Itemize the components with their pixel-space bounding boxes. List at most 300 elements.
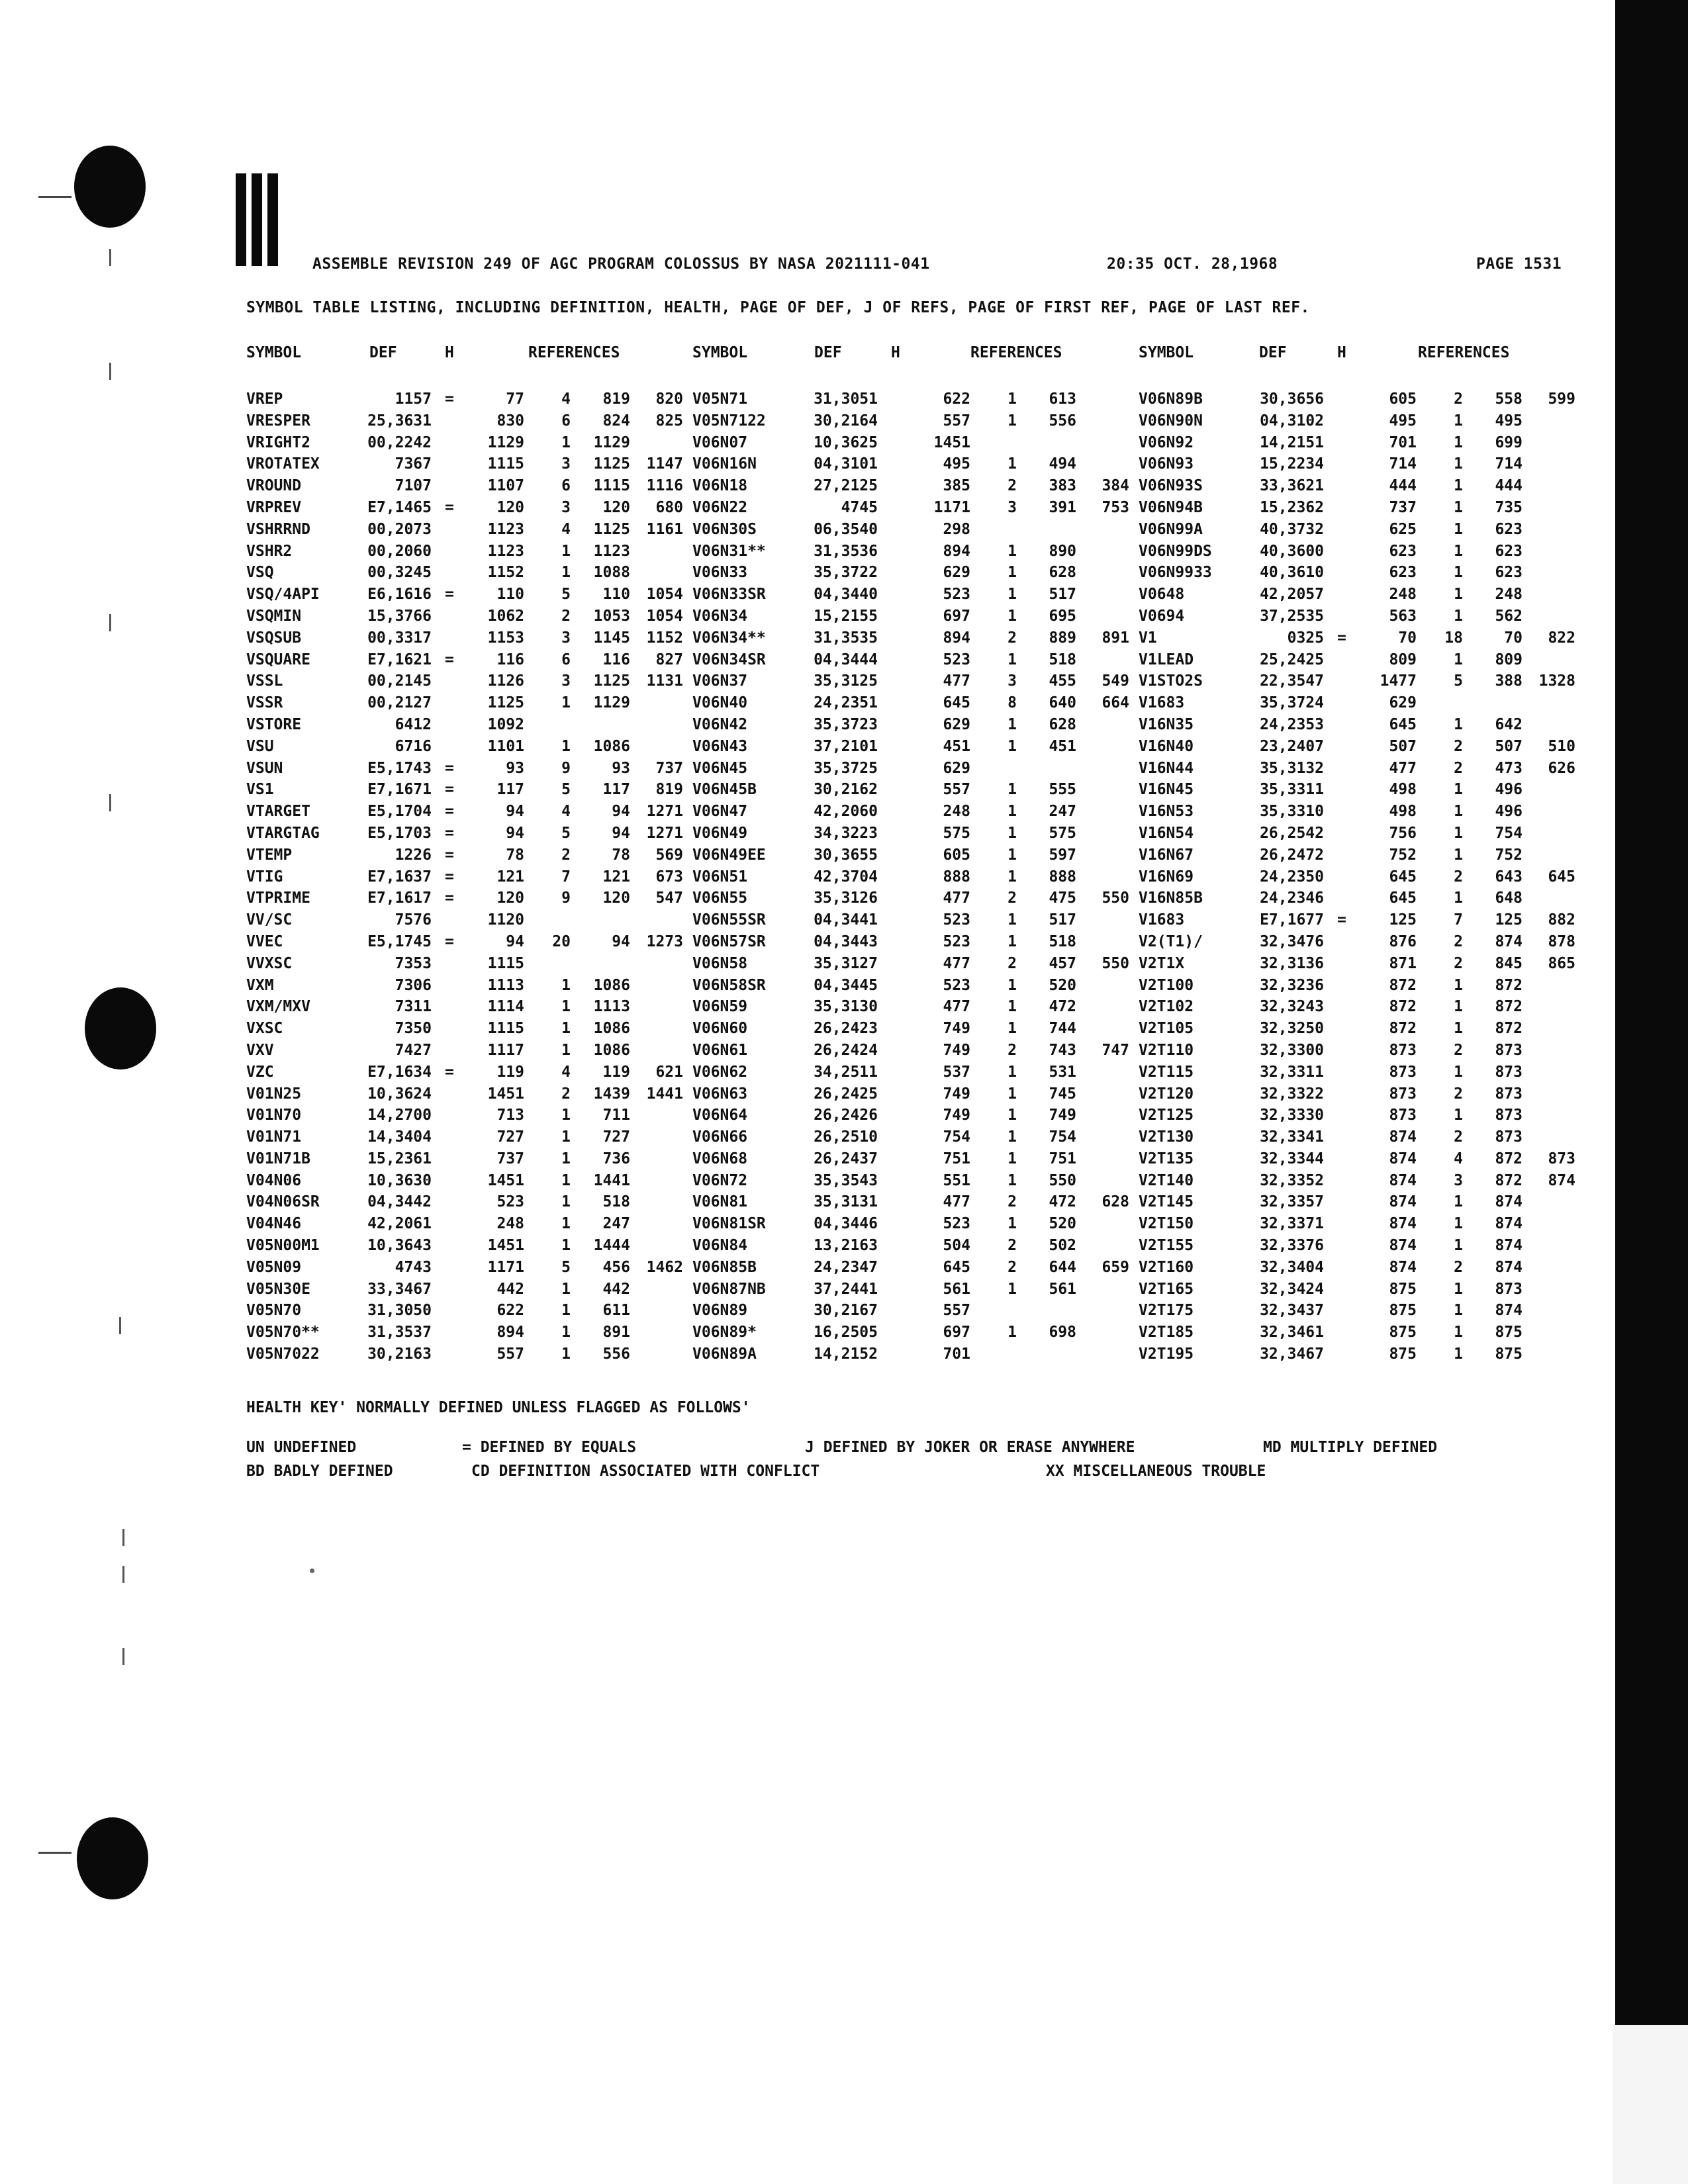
ref-count-cell: 6 — [561, 412, 571, 430]
table-row — [1139, 933, 1602, 955]
def-cell: 32,3424 — [1260, 1280, 1324, 1298]
def-page-cell: 875 — [1389, 1345, 1417, 1363]
ref-count-cell: 1 — [1008, 976, 1017, 994]
table-row — [1139, 760, 1602, 782]
symbol-column-2 — [692, 390, 1132, 1367]
table-row — [246, 1172, 686, 1194]
def-cell: 37,2441 — [814, 1280, 878, 1298]
ref-count-cell: 1 — [1008, 455, 1017, 473]
header-h: H — [1337, 344, 1346, 361]
first-ref-cell: 744 — [1049, 1020, 1076, 1038]
ref-count-cell: 5 — [561, 781, 571, 799]
last-ref-cell: 820 — [655, 390, 683, 408]
def-page-cell: 701 — [1389, 433, 1417, 451]
symbol-cell: VS1 — [246, 781, 274, 799]
table-row — [692, 716, 1132, 738]
ref-count-cell: 1 — [1008, 1324, 1017, 1342]
table-row — [692, 911, 1132, 933]
def-cell: 04,3101 — [814, 455, 878, 473]
ref-count-cell: 1 — [1454, 477, 1463, 495]
def-cell: 15,2362 — [1260, 498, 1324, 516]
def-page-cell: 727 — [496, 1128, 524, 1146]
symbol-cell: V16N44 — [1139, 759, 1194, 777]
symbol-cell: V2T120 — [1139, 1085, 1194, 1103]
last-ref-cell: 510 — [1548, 737, 1575, 755]
scan-edge-strip — [1613, 2025, 1688, 2184]
symbol-cell: V16N35 — [1139, 715, 1194, 733]
table-row — [692, 803, 1132, 825]
def-page-cell: 1101 — [487, 737, 524, 755]
table-row — [246, 412, 686, 434]
first-ref-cell: 247 — [602, 1215, 630, 1233]
table-row — [692, 499, 1132, 521]
symbol-cell: VVXSC — [246, 954, 293, 972]
ref-count-cell: 9 — [561, 759, 571, 777]
ref-count-cell: 4 — [561, 1063, 571, 1081]
legend-badly: BD BADLY DEFINED — [246, 1463, 393, 1480]
ref-count-cell: 1 — [561, 542, 571, 560]
health-cell: = — [1337, 911, 1346, 929]
def-cell: 34,3223 — [814, 824, 878, 842]
def-cell: E7,1677 — [1260, 911, 1324, 929]
last-ref-cell: 680 — [655, 498, 683, 516]
table-row — [1139, 564, 1602, 586]
table-row — [246, 434, 686, 456]
def-cell: 7353 — [395, 954, 432, 972]
scan-edge-band — [1615, 0, 1688, 2025]
def-cell: 30,2162 — [814, 781, 878, 799]
ref-count-cell: 5 — [1454, 672, 1463, 690]
first-ref-cell: 451 — [1049, 737, 1076, 755]
first-ref-cell: 1086 — [593, 1041, 630, 1059]
ref-count-cell: 1 — [1454, 1107, 1463, 1124]
first-ref-cell: 648 — [1495, 889, 1523, 907]
table-row — [246, 672, 686, 694]
def-page-cell: 385 — [943, 477, 970, 495]
last-ref-cell: 737 — [655, 759, 683, 777]
ref-count-cell: 1 — [1008, 1280, 1017, 1298]
health-cell: = — [445, 933, 454, 950]
table-row — [1139, 521, 1602, 543]
scan-mark — [109, 249, 111, 266]
ref-count-cell: 1 — [1008, 564, 1017, 582]
def-page-cell: 94 — [506, 824, 524, 842]
last-ref-cell: 1152 — [646, 629, 683, 647]
def-cell: 35,3723 — [814, 715, 878, 733]
first-ref-cell: 1125 — [593, 672, 630, 690]
def-page-cell: 125 — [1389, 911, 1417, 929]
table-row — [692, 564, 1132, 586]
first-ref-cell: 494 — [1049, 455, 1076, 473]
def-page-cell: 645 — [1389, 715, 1417, 733]
ref-count-cell: 2 — [561, 1085, 571, 1103]
ref-count-cell: 1 — [1454, 1280, 1463, 1298]
def-cell: 10,3643 — [367, 1237, 432, 1255]
ref-count-cell: 5 — [561, 824, 571, 842]
symbol-cell: VTARGET — [246, 803, 310, 821]
first-ref-cell: 873 — [1495, 1085, 1523, 1103]
table-row — [692, 1259, 1132, 1281]
def-page-cell: 1171 — [933, 498, 970, 516]
first-ref-cell: 456 — [602, 1258, 630, 1276]
legend-equals: = DEFINED BY EQUALS — [462, 1439, 637, 1456]
def-page-cell: 629 — [943, 759, 970, 777]
symbol-cell: V06N22 — [692, 498, 748, 516]
last-ref-cell: 549 — [1102, 672, 1129, 690]
health-cell: = — [445, 889, 454, 907]
last-ref-cell: 822 — [1548, 629, 1575, 647]
def-page-cell: 1115 — [487, 1020, 524, 1038]
def-page-cell: 1062 — [487, 607, 524, 625]
ref-count-cell: 1 — [561, 1041, 571, 1059]
def-cell: 40,3610 — [1260, 564, 1324, 582]
ref-count-cell: 1 — [1454, 520, 1463, 538]
first-ref-cell: 736 — [602, 1150, 630, 1167]
last-ref-cell: 1462 — [646, 1258, 683, 1276]
def-page-cell: 629 — [1389, 694, 1417, 712]
ref-count-cell: 2 — [1454, 868, 1463, 886]
last-ref-cell: 1147 — [646, 455, 683, 473]
last-ref-cell: 550 — [1102, 954, 1129, 972]
last-ref-cell: 384 — [1102, 477, 1129, 495]
scan-mark — [122, 1566, 124, 1583]
page-number: PAGE 1531 — [1476, 255, 1562, 273]
def-page-cell: 874 — [1389, 1193, 1417, 1211]
table-row — [246, 1150, 686, 1172]
def-page-cell: 557 — [943, 781, 970, 799]
first-ref-cell: 819 — [602, 390, 630, 408]
first-ref-cell: 714 — [1495, 455, 1523, 473]
symbol-cell: V05N00M1 — [246, 1237, 320, 1255]
def-page-cell: 116 — [496, 651, 524, 668]
def-page-cell: 451 — [943, 737, 970, 755]
def-page-cell: 70 — [1398, 629, 1417, 647]
def-cell: 04,3444 — [814, 651, 878, 668]
table-row — [692, 543, 1132, 565]
ref-count-cell: 2 — [1454, 1085, 1463, 1103]
header-def: DEF — [814, 344, 842, 361]
last-ref-cell: 1116 — [646, 477, 683, 495]
first-ref-cell: 518 — [1049, 651, 1076, 668]
symbol-cell: V06N62 — [692, 1063, 748, 1081]
def-page-cell: 873 — [1389, 1041, 1417, 1059]
def-cell: 25,3631 — [367, 412, 432, 430]
ref-count-cell: 1 — [1454, 715, 1463, 733]
ref-count-cell: 20 — [552, 933, 571, 950]
def-cell: 7311 — [395, 998, 432, 1016]
ref-count-cell: 2 — [1454, 1128, 1463, 1146]
first-ref-cell: 1441 — [593, 1171, 630, 1189]
first-ref-cell: 891 — [602, 1324, 630, 1342]
def-page-cell: 874 — [1389, 1237, 1417, 1255]
def-cell: 32,3236 — [1260, 976, 1324, 994]
def-cell: 27,2125 — [814, 477, 878, 495]
def-cell: 37,2101 — [814, 737, 878, 755]
symbol-cell: V16N45 — [1139, 781, 1194, 799]
first-ref-cell: 1129 — [593, 433, 630, 451]
def-page-cell: 751 — [943, 1150, 970, 1167]
def-cell: E7,1634 — [367, 1063, 432, 1081]
def-page-cell: 537 — [943, 1063, 970, 1081]
symbol-cell: V2T175 — [1139, 1302, 1194, 1320]
first-ref-cell: 1444 — [593, 1237, 630, 1255]
table-row — [692, 651, 1132, 673]
first-ref-cell: 890 — [1049, 542, 1076, 560]
symbol-cell: V16N54 — [1139, 824, 1194, 842]
first-ref-cell: 824 — [602, 412, 630, 430]
symbol-cell: V2T130 — [1139, 1128, 1194, 1146]
symbol-cell: VSU — [246, 737, 274, 755]
symbol-cell: V2T135 — [1139, 1150, 1194, 1167]
last-ref-cell: 659 — [1102, 1258, 1129, 1276]
def-cell: 10,3630 — [367, 1171, 432, 1189]
first-ref-cell: 94 — [612, 824, 630, 842]
first-ref-cell: 455 — [1049, 672, 1076, 690]
first-ref-cell: 248 — [1495, 586, 1523, 604]
symbol-cell: V06N85B — [692, 1258, 757, 1276]
def-cell: 35,3132 — [1260, 759, 1324, 777]
def-cell: 10,3625 — [814, 433, 878, 451]
def-page-cell: 871 — [1389, 954, 1417, 972]
ref-count-cell: 1 — [1008, 1150, 1017, 1167]
first-ref-cell: 745 — [1049, 1085, 1076, 1103]
table-row — [1139, 1237, 1602, 1259]
symbol-cell: VROUND — [246, 477, 302, 495]
table-row — [1139, 1020, 1602, 1042]
health-cell: = — [445, 390, 454, 408]
symbol-cell: V06N55SR — [692, 911, 766, 929]
table-row — [1139, 608, 1602, 629]
def-cell: 00,2145 — [367, 672, 432, 690]
first-ref-cell: 640 — [1049, 694, 1076, 712]
def-page-cell: 1129 — [487, 433, 524, 451]
symbol-cell: V16N53 — [1139, 803, 1194, 821]
first-ref-cell: 1053 — [593, 607, 630, 625]
first-ref-cell: 699 — [1495, 433, 1523, 451]
table-row — [246, 390, 686, 412]
symbol-cell: VREP — [246, 390, 283, 408]
ref-count-cell: 1 — [1454, 586, 1463, 604]
def-cell: 7367 — [395, 455, 432, 473]
symbol-cell: V06N33SR — [692, 586, 766, 604]
def-page-cell: 873 — [1389, 1063, 1417, 1081]
def-page-cell: 498 — [1389, 781, 1417, 799]
table-row — [1139, 390, 1602, 412]
def-cell: 31,3535 — [814, 629, 878, 647]
table-row — [246, 955, 686, 977]
first-ref-cell: 613 — [1049, 390, 1076, 408]
ref-count-cell: 1 — [561, 1128, 571, 1146]
health-cell: = — [1337, 629, 1346, 647]
symbol-cell: V06N81 — [692, 1193, 748, 1211]
table-row — [1139, 738, 1602, 760]
first-ref-cell: 442 — [602, 1280, 630, 1298]
table-row — [1139, 1324, 1602, 1345]
def-cell: 04,3441 — [814, 911, 878, 929]
def-cell: 13,2163 — [814, 1237, 878, 1255]
ref-count-cell: 1 — [1008, 412, 1017, 430]
last-ref-cell: 874 — [1548, 1171, 1575, 1189]
first-ref-cell: 1123 — [593, 542, 630, 560]
ref-count-cell: 1 — [1454, 607, 1463, 625]
symbol-cell: V05N70** — [246, 1324, 320, 1342]
def-page-cell: 119 — [496, 1063, 524, 1081]
def-page-cell: 1477 — [1380, 672, 1417, 690]
health-key-line: HEALTH KEY' NORMALLY DEFINED UNLESS FLAGGED AS FOLLOWS' — [246, 1399, 751, 1416]
def-page-cell: 809 — [1389, 651, 1417, 668]
symbol-cell: V2T102 — [1139, 998, 1194, 1016]
symbol-cell: V01N71B — [246, 1150, 310, 1167]
symbol-cell: V2T1X — [1139, 954, 1185, 972]
ref-count-cell: 1 — [1454, 846, 1463, 864]
ref-count-cell: 3 — [1008, 672, 1017, 690]
subtitle: SYMBOL TABLE LISTING, INCLUDING DEFINITION, HEALTH, PAGE OF DEF, J OF REFS, PAGE OF FIRST REF, PAGE OF LAST REF. — [246, 299, 1310, 316]
symbol-cell: V2T145 — [1139, 1193, 1194, 1211]
first-ref-cell: 517 — [1049, 911, 1076, 929]
def-cell: 30,2163 — [367, 1345, 432, 1363]
def-page-cell: 645 — [943, 1258, 970, 1276]
last-ref-cell: 825 — [655, 412, 683, 430]
table-row — [246, 629, 686, 651]
first-ref-cell: 611 — [602, 1302, 630, 1320]
def-page-cell: 629 — [943, 715, 970, 733]
first-ref-cell: 472 — [1049, 1193, 1076, 1211]
def-page-cell: 625 — [1389, 520, 1417, 538]
ref-count-cell: 2 — [1008, 1041, 1017, 1059]
symbol-cell: V04N06SR — [246, 1193, 320, 1211]
ref-count-cell: 1 — [1008, 1063, 1017, 1081]
def-cell: 33,3467 — [367, 1280, 432, 1298]
first-ref-cell: 562 — [1495, 607, 1523, 625]
symbol-cell: V06N34SR — [692, 651, 766, 668]
def-page-cell: 523 — [943, 911, 970, 929]
def-cell: 35,3127 — [814, 954, 878, 972]
last-ref-cell: 1441 — [646, 1085, 683, 1103]
def-page-cell: 561 — [943, 1280, 970, 1298]
def-page-cell: 875 — [1389, 1302, 1417, 1320]
ref-count-cell: 1 — [561, 1193, 571, 1211]
def-cell: 15,2234 — [1260, 455, 1324, 473]
ref-count-cell: 1 — [1008, 803, 1017, 821]
first-ref-cell: 735 — [1495, 498, 1523, 516]
last-ref-cell: 747 — [1102, 1041, 1129, 1059]
table-row — [692, 781, 1132, 803]
scan-mark — [119, 1317, 121, 1334]
symbol-cell: V2T110 — [1139, 1041, 1194, 1059]
def-cell: 32,3250 — [1260, 1020, 1324, 1038]
last-ref-cell: 1161 — [646, 520, 683, 538]
def-cell: 1226 — [395, 846, 432, 864]
symbol-cell: V1STO2S — [1139, 672, 1203, 690]
def-page-cell: 120 — [496, 498, 524, 516]
def-page-cell: 701 — [943, 1345, 970, 1363]
table-row — [692, 1064, 1132, 1085]
header-symbol: SYMBOL — [692, 344, 748, 361]
def-page-cell: 749 — [943, 1041, 970, 1059]
first-ref-cell: 874 — [1495, 1258, 1523, 1276]
def-cell: 04,3445 — [814, 976, 878, 994]
ref-count-cell: 18 — [1444, 629, 1463, 647]
def-cell: 31,3537 — [367, 1324, 432, 1342]
first-ref-cell: 873 — [1495, 1041, 1523, 1059]
def-cell: 31,3050 — [367, 1302, 432, 1320]
table-row — [246, 868, 686, 890]
symbol-cell: VTEMP — [246, 846, 293, 864]
ref-count-cell: 4 — [561, 520, 571, 538]
ref-count-cell: 1 — [1008, 1107, 1017, 1124]
def-cell: 32,3300 — [1260, 1041, 1324, 1059]
symbol-cell: V06N47 — [692, 803, 748, 821]
def-cell: 32,3344 — [1260, 1150, 1324, 1167]
symbol-cell: V06N49EE — [692, 846, 766, 864]
table-row — [1139, 1302, 1602, 1324]
table-row — [246, 651, 686, 673]
symbol-cell: V05N7122 — [692, 412, 766, 430]
table-row — [1139, 911, 1602, 933]
def-cell: 32,3404 — [1260, 1258, 1324, 1276]
table-row — [246, 825, 686, 846]
last-ref-cell: 1271 — [646, 803, 683, 821]
def-page-cell: 117 — [496, 781, 524, 799]
def-page-cell: 737 — [1389, 498, 1417, 516]
first-ref-cell: 94 — [612, 933, 630, 950]
table-row — [246, 1107, 686, 1128]
symbol-cell: V06N42 — [692, 715, 748, 733]
first-ref-cell: 1439 — [593, 1085, 630, 1103]
symbol-cell: V05N09 — [246, 1258, 302, 1276]
def-cell: 14,2152 — [814, 1345, 878, 1363]
first-ref-cell: 383 — [1049, 477, 1076, 495]
table-row — [246, 1042, 686, 1064]
def-page-cell: 110 — [496, 586, 524, 604]
ref-count-cell: 2 — [1454, 933, 1463, 950]
table-row — [692, 1281, 1132, 1302]
def-page-cell: 1451 — [487, 1171, 524, 1189]
first-ref-cell: 874 — [1495, 1193, 1523, 1211]
ref-count-cell: 2 — [1454, 954, 1463, 972]
def-cell: 24,2350 — [1260, 868, 1324, 886]
table-row — [692, 629, 1132, 651]
table-row — [246, 564, 686, 586]
first-ref-cell: 1125 — [593, 455, 630, 473]
health-cell: = — [445, 803, 454, 821]
ref-count-cell: 4 — [1454, 1150, 1463, 1167]
health-cell: = — [445, 651, 454, 668]
def-page-cell: 94 — [506, 933, 524, 950]
def-page-cell: 622 — [496, 1302, 524, 1320]
health-cell: = — [445, 586, 454, 604]
first-ref-cell: 872 — [1495, 976, 1523, 994]
scan-mark — [310, 1569, 314, 1573]
def-page-cell: 557 — [943, 412, 970, 430]
table-row — [1139, 1281, 1602, 1302]
def-page-cell: 495 — [1389, 412, 1417, 430]
def-page-cell: 575 — [943, 824, 970, 842]
def-page-cell: 874 — [1389, 1215, 1417, 1233]
ref-count-cell: 2 — [561, 846, 571, 864]
symbol-cell: VXSC — [246, 1020, 283, 1038]
def-page-cell: 756 — [1389, 824, 1417, 842]
def-cell: 0325 — [1287, 629, 1324, 647]
first-ref-cell: 391 — [1049, 498, 1076, 516]
first-ref-cell: 120 — [602, 498, 630, 516]
ref-count-cell: 1 — [1454, 1237, 1463, 1255]
ref-count-cell: 1 — [1008, 1215, 1017, 1233]
scan-mark — [38, 196, 71, 198]
def-page-cell: 605 — [943, 846, 970, 864]
table-row — [1139, 889, 1602, 911]
symbol-cell: V2T160 — [1139, 1258, 1194, 1276]
